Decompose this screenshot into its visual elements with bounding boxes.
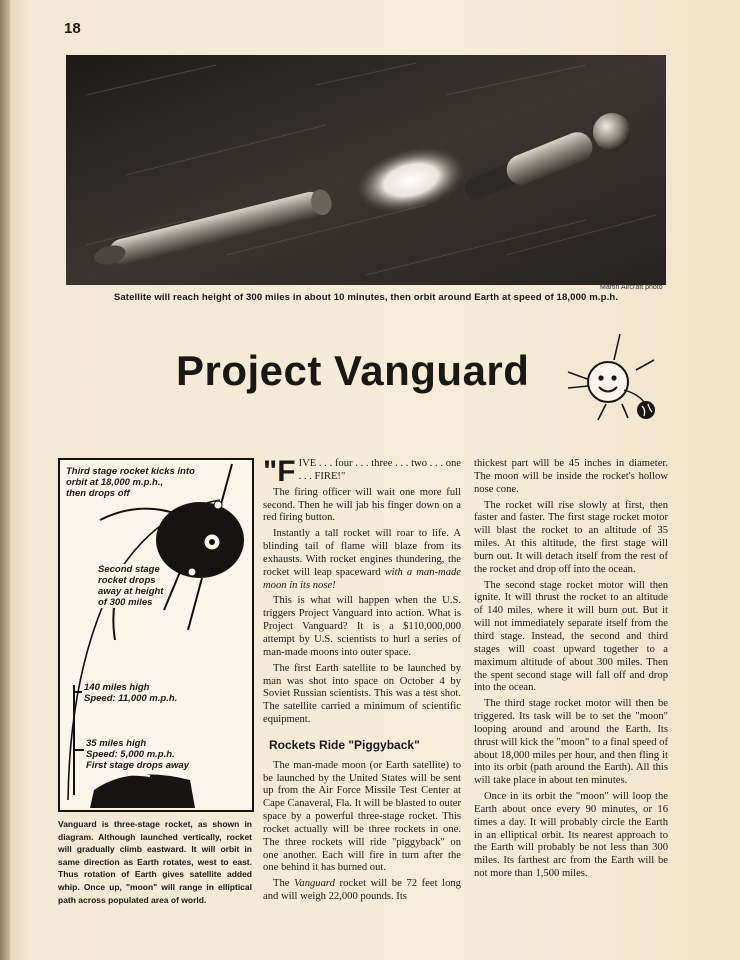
paragraph-10: The second stage rocket motor will then ignite. It will thrust the rocket to an altitude of 140 miles, where it will burn out. But it will not immediately separate itself from the third stage. Instead, the second and third stages will coast upward together to a maximum altitude of about 300 miles. Then the spent second stage will fall off and drop into the ocean. [474,579,668,694]
paragraph-3: Instantly a tall rocket will roar to life. A blinding tail of flame will blaze from its exhausts. With rocket engines thundering, the rocket will leap spaceward with a man-made moon in its nose! [263,528,462,591]
article-column-1 [263,455,462,907]
paragraph-11: The third stage rocket motor will then be triggered. Its task will be to set the "moon" looping around and around the Earth. Its thrust will kick the "moon" to a final speed of about 18,000 miles per hour, and then fling it into its orbit (path around the Earth). All this will take place in about ten minutes. [474,698,668,787]
paragraph-2: The firing officer will wait one more full second. Then he will jab his finger down on a red firing button. [263,486,461,524]
label-second-stage: Second stage rocket drops away at height of 300 miles [98,564,164,608]
paragraph-7: The Vanguard rocket will be 72 feet long and will weigh 22,000 pounds. Its [263,878,461,903]
photo-caption: Satellite will reach height of 300 miles in about 10 minutes, then orbit around Earth at speed of 18,000 m.p.h. [113,292,619,303]
rocket-photo [66,55,666,285]
label-third-stage: Third stage rocket kicks into orbit at 18,000 m.p.h., then drops off [66,466,195,499]
label-140-miles: 140 miles high Speed: 11,000 m.p.h. [84,682,178,704]
rocket-illustration [66,55,666,285]
article-column-2 [474,458,668,884]
smiling-sun-mascot [558,330,670,435]
paragraph-9: The rocket will rise slowly at first, then faster and faster. The first stage rocket motor will blast the rocket to an altitude of 35 miles. At this altitude, the first stage will burn out. It will detach itself from the rest of the rocket and drop off into the ocean. [474,499,668,575]
page-binding-edge [0,0,10,960]
paragraph-6: The man-made moon (or Earth satellite) to be launched by the United States will be sent up from the Air Force Missile Test Center at Cape Canaveral, Fla. It will be blasted to outer space by a powerful three-stage rocket. This rocket actually will be three rockets in one. The three rockets will ride "piggyback" on one another. Each will fire in turn after the one behind it has burned out. [263,759,461,874]
rocket-stages-diagram [58,458,254,812]
paragraph-5: The first Earth satellite to be launched by man was shot into space on October 4 by Soviet Russian scientists. This was a test shot. The satellite carried a minimum of scientific equipment. [263,662,461,726]
article-title: Project Vanguard [176,347,530,394]
section-subhead: Rockets Ride "Piggyback" [269,737,420,752]
paragraph-1: "FIVE . . . four . . . three . . . two . . . one . . . FIRE!" [263,455,461,488]
photo-credit: Martin Aircraft photo [600,284,663,291]
drop-cap: "F [263,455,296,488]
paragraph-8: thickest part will be 45 inches in diameter. The moon will be inside the rocket's hollow nose cone. [474,458,668,495]
label-35-miles: 35 miles high Speed: 5,000 m.p.h. First stage drops away [86,738,189,771]
paragraph-12: Once in its orbit the "moon" will loop the Earth about once every 90 minutes, or 16 times a day. It will probably circle the Earth in an elliptical orbit. Its nearest approach to the Earth will probably be not less than 300 miles. Its farthest arc from the Earth will be not more than 1,500 miles. [474,791,668,880]
paragraph-4: This is what will happen when the U.S. triggers Project Vanguard into action. What is Project Vanguard? It is a $110,000,000 attempt by U.S. scientists to hurl a series of man-made moons into outer space. [263,595,461,658]
page-number: 18 [64,20,81,37]
diagram-caption: Vanguard is three-stage rocket, as shown in diagram. Although launched vertically, rocket will gradually climb eastward. It will orbit in same direction as Earth rotates, west to east. Thus rotation of Earth gives satellite added whip. Once up, "moon" will range in elliptical path across populated area of world. [58,819,252,905]
